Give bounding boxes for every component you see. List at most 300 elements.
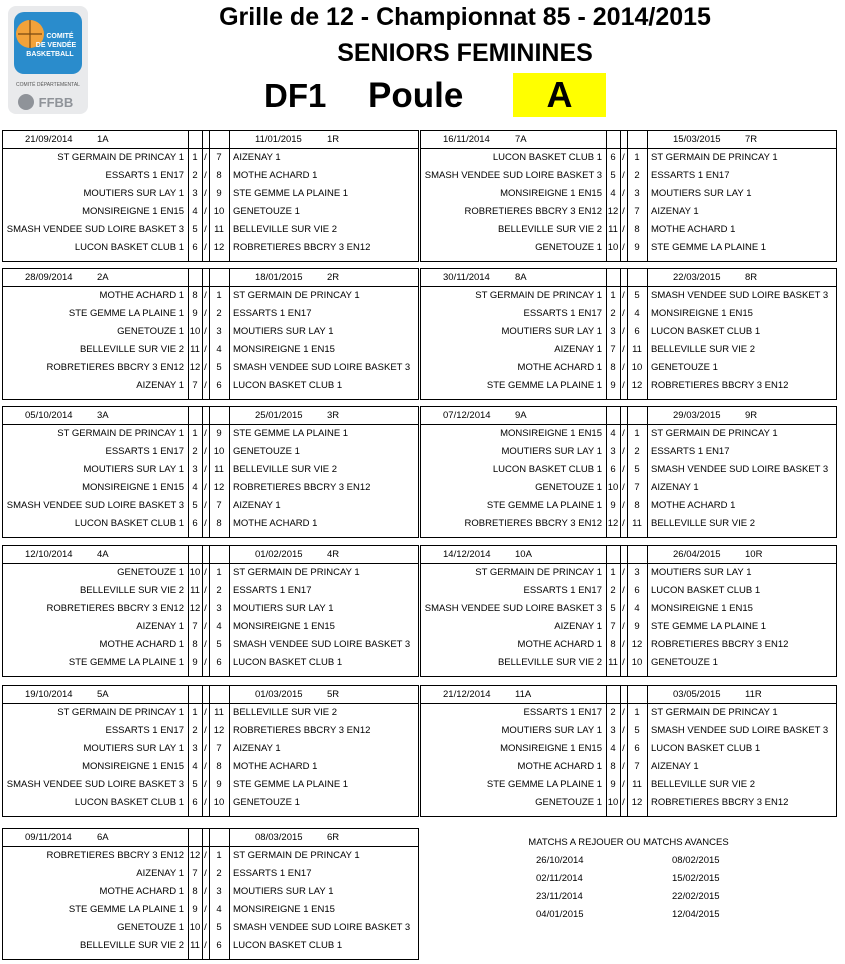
away-team: MONSIREIGNE 1 EN15 — [651, 308, 753, 319]
separator: / — [622, 446, 625, 457]
round-block — [2, 828, 419, 960]
home-team: ESSARTS 1 EN17 — [105, 170, 184, 181]
svg-text:COMITÉ DÉPARTEMENTAL: COMITÉ DÉPARTEMENTAL — [16, 82, 80, 88]
comite-vendee-basketball-logo — [8, 6, 88, 114]
round-block — [2, 130, 419, 262]
match-row — [421, 243, 836, 261]
away-number: 11 — [214, 707, 224, 718]
home-team: AIZENAY 1 — [136, 621, 184, 632]
away-number: 9 — [216, 779, 222, 790]
separator: / — [204, 362, 207, 373]
home-number: 4 — [610, 743, 616, 754]
home-team: MOUTIERS SUR LAY 1 — [83, 188, 184, 199]
away-number: 5 — [634, 464, 640, 475]
away-team: SMASH VENDEE SUD LOIRE BASKET 3 — [233, 922, 411, 933]
away-team: ROBRETIERES BBCRY 3 EN12 — [651, 797, 789, 808]
pending-matches-panel — [420, 828, 837, 960]
home-team: BELLEVILLE SUR VIE 2 — [497, 657, 602, 668]
away-number: 5 — [634, 290, 640, 301]
original-date: 02/11/2014 — [536, 873, 583, 884]
home-number: 1 — [192, 152, 198, 163]
home-team: MONSIREIGNE 1 EN15 — [82, 482, 184, 493]
away-number: 10 — [213, 206, 225, 217]
home-number: 8 — [192, 886, 198, 897]
home-team: ROBRETIERES BBCRY 3 EN12 — [464, 206, 602, 217]
away-number: 7 — [216, 152, 222, 163]
match-row — [3, 243, 418, 261]
home-number: 7 — [610, 344, 616, 355]
separator: / — [622, 797, 625, 808]
away-team: MOTHE ACHARD 1 — [651, 500, 736, 511]
return-leg-date: 11/01/2015 — [255, 134, 302, 145]
home-number: 5 — [192, 779, 198, 790]
away-number: 8 — [216, 170, 222, 181]
separator: / — [622, 242, 625, 253]
away-team: MOTHE ACHARD 1 — [651, 224, 736, 235]
return-leg-date: 01/03/2015 — [255, 689, 303, 700]
home-team: ST GERMAIN DE PRINCAY 1 — [57, 152, 184, 163]
home-number: 12 — [607, 518, 619, 529]
separator: / — [622, 725, 625, 736]
home-team: AIZENAY 1 — [554, 621, 602, 632]
home-team: SMASH VENDEE SUD LOIRE BASKET 3 — [424, 170, 602, 181]
away-number: 10 — [213, 797, 225, 808]
away-number: 11 — [632, 344, 642, 355]
away-team: AIZENAY 1 — [651, 482, 699, 493]
away-team: BELLEVILLE SUR VIE 2 — [651, 344, 756, 355]
separator: / — [204, 639, 207, 650]
match-row — [421, 658, 836, 676]
away-team: LUCON BASKET CLUB 1 — [651, 326, 761, 337]
away-team: ST GERMAIN DE PRINCAY 1 — [651, 152, 778, 163]
away-team: STE GEMME LA PLAINE 1 — [233, 188, 349, 199]
home-team: ESSARTS 1 EN17 — [105, 725, 184, 736]
away-team: MOTHE ACHARD 1 — [233, 518, 318, 529]
round-block — [420, 130, 837, 262]
return-leg-code: 4R — [327, 549, 340, 560]
away-team: STE GEMME LA PLAINE 1 — [651, 621, 767, 632]
away-number: 4 — [634, 308, 640, 319]
home-team: MONSIREIGNE 1 EN15 — [500, 743, 602, 754]
division-label: DF1 — [264, 77, 327, 114]
separator: / — [204, 743, 207, 754]
away-number: 8 — [634, 224, 640, 235]
separator: / — [204, 725, 207, 736]
return-leg-date: 03/05/2015 — [673, 689, 721, 700]
away-number: 7 — [216, 743, 222, 754]
first-leg-date: 14/12/2014 — [443, 549, 491, 560]
separator: / — [204, 940, 207, 951]
first-leg-date: 19/10/2014 — [25, 689, 73, 700]
home-number: 10 — [189, 567, 201, 578]
home-team: GENETOUZE 1 — [535, 242, 602, 253]
away-number: 11 — [632, 518, 642, 529]
separator: / — [204, 188, 207, 199]
home-team: GENETOUZE 1 — [535, 482, 602, 493]
away-team: MONSIREIGNE 1 EN15 — [233, 904, 335, 915]
round-header — [3, 829, 418, 847]
away-number: 11 — [214, 224, 224, 235]
away-number: 7 — [216, 500, 222, 511]
away-number: 12 — [631, 380, 643, 391]
away-team: AIZENAY 1 — [651, 761, 699, 772]
away-team: AIZENAY 1 — [233, 500, 281, 511]
separator: / — [622, 152, 625, 163]
away-number: 2 — [216, 868, 222, 879]
page-subtitle: SENIORS FEMININES — [337, 39, 593, 67]
home-team: STE GEMME LA PLAINE 1 — [68, 308, 184, 319]
away-number: 1 — [634, 707, 640, 718]
pending-match-row — [420, 870, 837, 888]
away-number: 8 — [216, 761, 222, 772]
separator: / — [204, 152, 207, 163]
first-leg-code: 4A — [97, 549, 109, 560]
home-number: 3 — [192, 188, 198, 199]
first-leg-date: 12/10/2014 — [25, 549, 73, 560]
first-leg-code: 9A — [515, 410, 527, 421]
home-team: SMASH VENDEE SUD LOIRE BASKET 3 — [6, 500, 184, 511]
first-leg-code: 1A — [97, 134, 109, 145]
away-team: ROBRETIERES BBCRY 3 EN12 — [651, 380, 789, 391]
away-team: STE GEMME LA PLAINE 1 — [233, 428, 349, 439]
home-team: LUCON BASKET CLUB 1 — [74, 242, 184, 253]
match-row — [3, 519, 418, 537]
home-number: 9 — [192, 657, 198, 668]
first-leg-code: 6A — [97, 832, 109, 843]
round-header — [421, 407, 836, 425]
separator: / — [204, 482, 207, 493]
separator: / — [204, 290, 207, 301]
round-block — [420, 685, 837, 817]
away-team: AIZENAY 1 — [233, 743, 281, 754]
home-number: 4 — [610, 188, 616, 199]
match-row — [421, 519, 836, 537]
home-number: 8 — [610, 639, 616, 650]
separator: / — [204, 850, 207, 861]
away-number: 5 — [216, 362, 222, 373]
home-team: GENETOUZE 1 — [117, 326, 184, 337]
away-team: MOUTIERS SUR LAY 1 — [651, 567, 752, 578]
first-leg-date: 16/11/2014 — [443, 134, 490, 145]
round-header — [3, 131, 418, 149]
return-leg-code: 9R — [745, 410, 758, 421]
home-number: 3 — [610, 326, 616, 337]
home-number: 12 — [189, 850, 201, 861]
away-team: SMASH VENDEE SUD LOIRE BASKET 3 — [651, 725, 829, 736]
home-number: 6 — [192, 797, 198, 808]
away-number: 5 — [216, 639, 222, 650]
home-team: AIZENAY 1 — [136, 380, 184, 391]
away-team: MOUTIERS SUR LAY 1 — [651, 188, 752, 199]
separator: / — [622, 308, 625, 319]
first-leg-date: 30/11/2014 — [443, 272, 490, 283]
away-team: MOUTIERS SUR LAY 1 — [233, 886, 334, 897]
away-number: 1 — [216, 850, 222, 861]
away-number: 6 — [216, 380, 222, 391]
home-team: ROBRETIERES BBCRY 3 EN12 — [464, 518, 602, 529]
away-number: 12 — [213, 482, 225, 493]
separator: / — [622, 500, 625, 511]
away-number: 3 — [216, 326, 222, 337]
away-number: 2 — [216, 585, 222, 596]
separator: / — [622, 170, 625, 181]
home-number: 11 — [190, 585, 200, 596]
match-row — [421, 381, 836, 399]
away-team: AIZENAY 1 — [651, 206, 699, 217]
home-team: BELLEVILLE SUR VIE 2 — [79, 940, 184, 951]
away-team: SMASH VENDEE SUD LOIRE BASKET 3 — [651, 290, 829, 301]
separator: / — [622, 380, 625, 391]
first-leg-code: 5A — [97, 689, 109, 700]
home-team: GENETOUZE 1 — [117, 567, 184, 578]
separator: / — [622, 743, 625, 754]
home-team: ST GERMAIN DE PRINCAY 1 — [475, 567, 602, 578]
home-team: LUCON BASKET CLUB 1 — [492, 464, 602, 475]
separator: / — [204, 206, 207, 217]
away-team: ESSARTS 1 EN17 — [233, 585, 312, 596]
first-leg-date: 28/09/2014 — [25, 272, 73, 283]
home-team: STE GEMME LA PLAINE 1 — [486, 380, 602, 391]
first-leg-code: 8A — [515, 272, 527, 283]
away-team: BELLEVILLE SUR VIE 2 — [233, 707, 338, 718]
separator: / — [622, 639, 625, 650]
match-row — [3, 381, 418, 399]
away-team: BELLEVILLE SUR VIE 2 — [651, 518, 756, 529]
home-number: 2 — [610, 585, 616, 596]
away-number: 9 — [216, 188, 222, 199]
home-team: LUCON BASKET CLUB 1 — [74, 797, 184, 808]
home-number: 11 — [190, 940, 200, 951]
away-number: 11 — [632, 779, 642, 790]
away-number: 6 — [634, 585, 640, 596]
away-number: 4 — [634, 603, 640, 614]
home-team: MOTHE ACHARD 1 — [99, 639, 184, 650]
home-number: 5 — [610, 603, 616, 614]
original-date: 23/11/2014 — [536, 891, 583, 902]
home-number: 6 — [192, 242, 198, 253]
round-header — [421, 131, 836, 149]
away-number: 2 — [216, 308, 222, 319]
away-number: 1 — [634, 428, 640, 439]
away-team: GENETOUZE 1 — [233, 446, 300, 457]
home-team: MOUTIERS SUR LAY 1 — [501, 326, 602, 337]
away-number: 9 — [634, 242, 640, 253]
separator: / — [204, 567, 207, 578]
separator: / — [622, 362, 625, 373]
home-number: 9 — [610, 380, 616, 391]
away-team: ROBRETIERES BBCRY 3 EN12 — [233, 482, 371, 493]
first-leg-code: 11A — [515, 689, 532, 700]
away-number: 10 — [213, 446, 225, 457]
away-team: ST GERMAIN DE PRINCAY 1 — [233, 567, 360, 578]
away-team: LUCON BASKET CLUB 1 — [233, 380, 343, 391]
match-row — [3, 798, 418, 816]
home-number: 1 — [610, 567, 616, 578]
away-number: 10 — [631, 362, 643, 373]
separator: / — [204, 464, 207, 475]
home-team: MOTHE ACHARD 1 — [517, 362, 602, 373]
away-team: GENETOUZE 1 — [233, 206, 300, 217]
separator: / — [622, 344, 625, 355]
away-number: 7 — [634, 482, 640, 493]
separator: / — [204, 326, 207, 337]
home-number: 11 — [190, 344, 200, 355]
away-team: ESSARTS 1 EN17 — [651, 170, 730, 181]
home-number: 12 — [189, 603, 201, 614]
away-number: 12 — [213, 242, 225, 253]
home-team: STE GEMME LA PLAINE 1 — [486, 500, 602, 511]
home-number: 5 — [610, 170, 616, 181]
round-header — [3, 686, 418, 704]
home-team: SMASH VENDEE SUD LOIRE BASKET 3 — [424, 603, 602, 614]
home-team: LUCON BASKET CLUB 1 — [74, 518, 184, 529]
separator: / — [622, 567, 625, 578]
first-leg-code: 3A — [97, 410, 109, 421]
home-number: 9 — [192, 904, 198, 915]
pending-matches-title: MATCHS A REJOUER OU MATCHS AVANCES — [528, 837, 729, 848]
svg-text:BASKETBALL: BASKETBALL — [26, 51, 74, 58]
home-team: BELLEVILLE SUR VIE 2 — [79, 585, 184, 596]
separator: / — [622, 779, 625, 790]
first-leg-date: 05/10/2014 — [25, 410, 73, 421]
separator: / — [204, 446, 207, 457]
return-leg-code: 11R — [745, 689, 762, 700]
match-row — [3, 658, 418, 676]
away-team: ESSARTS 1 EN17 — [651, 446, 730, 457]
separator: / — [622, 290, 625, 301]
home-number: 7 — [192, 868, 198, 879]
separator: / — [204, 621, 207, 632]
home-team: MOTHE ACHARD 1 — [517, 761, 602, 772]
original-date: 04/01/2015 — [536, 909, 584, 920]
away-number: 10 — [631, 657, 643, 668]
match-row — [3, 941, 418, 959]
separator: / — [204, 797, 207, 808]
home-number: 2 — [192, 725, 198, 736]
return-leg-date: 08/03/2015 — [255, 832, 303, 843]
separator: / — [622, 482, 625, 493]
home-number: 10 — [607, 242, 619, 253]
away-team: ROBRETIERES BBCRY 3 EN12 — [233, 725, 371, 736]
home-number: 8 — [192, 290, 198, 301]
away-team: ST GERMAIN DE PRINCAY 1 — [651, 428, 778, 439]
away-number: 6 — [216, 657, 222, 668]
return-leg-date: 29/03/2015 — [673, 410, 721, 421]
poule-label: Poule — [368, 76, 464, 115]
separator: / — [204, 344, 207, 355]
original-date: 26/10/2014 — [536, 855, 584, 866]
home-number: 2 — [192, 170, 198, 181]
away-team: BELLEVILLE SUR VIE 2 — [651, 779, 756, 790]
away-number: 5 — [216, 922, 222, 933]
separator: / — [204, 308, 207, 319]
away-team: SMASH VENDEE SUD LOIRE BASKET 3 — [233, 639, 411, 650]
return-leg-code: 6R — [327, 832, 340, 843]
away-team: MOUTIERS SUR LAY 1 — [233, 326, 334, 337]
separator: / — [204, 886, 207, 897]
home-number: 4 — [610, 428, 616, 439]
home-number: 11 — [608, 657, 618, 668]
home-number: 10 — [607, 797, 619, 808]
home-team: GENETOUZE 1 — [117, 922, 184, 933]
away-team: GENETOUZE 1 — [233, 797, 300, 808]
home-team: BELLEVILLE SUR VIE 2 — [497, 224, 602, 235]
home-number: 1 — [192, 428, 198, 439]
separator: / — [204, 224, 207, 235]
home-team: ESSARTS 1 EN17 — [105, 446, 184, 457]
away-team: ST GERMAIN DE PRINCAY 1 — [233, 290, 360, 301]
round-header — [421, 686, 836, 704]
away-number: 11 — [214, 464, 224, 475]
separator: / — [622, 603, 625, 614]
home-number: 3 — [192, 464, 198, 475]
round-header — [421, 546, 836, 564]
home-team: MONSIREIGNE 1 EN15 — [82, 761, 184, 772]
home-number: 4 — [192, 761, 198, 772]
home-number: 7 — [192, 380, 198, 391]
home-team: MONSIREIGNE 1 EN15 — [500, 428, 602, 439]
home-team: ESSARTS 1 EN17 — [523, 585, 602, 596]
first-leg-date: 21/09/2014 — [25, 134, 73, 145]
separator: / — [622, 464, 625, 475]
away-number: 9 — [216, 428, 222, 439]
away-number: 6 — [634, 743, 640, 754]
return-leg-date: 15/03/2015 — [673, 134, 721, 145]
separator: / — [204, 428, 207, 439]
home-number: 2 — [610, 308, 616, 319]
away-team: ROBRETIERES BBCRY 3 EN12 — [233, 242, 371, 253]
return-leg-code: 5R — [327, 689, 340, 700]
away-number: 12 — [631, 639, 643, 650]
return-leg-code: 3R — [327, 410, 340, 421]
home-team: ESSARTS 1 EN17 — [523, 707, 602, 718]
home-number: 10 — [189, 922, 201, 933]
separator: / — [622, 585, 625, 596]
home-team: ST GERMAIN DE PRINCAY 1 — [475, 290, 602, 301]
separator: / — [204, 242, 207, 253]
home-number: 3 — [610, 446, 616, 457]
away-team: LUCON BASKET CLUB 1 — [651, 585, 761, 596]
away-team: ESSARTS 1 EN17 — [233, 868, 312, 879]
away-number: 7 — [634, 761, 640, 772]
away-team: ST GERMAIN DE PRINCAY 1 — [651, 707, 778, 718]
svg-text:DE VENDÉE: DE VENDÉE — [35, 42, 77, 49]
away-number: 12 — [631, 797, 643, 808]
home-team: MONSIREIGNE 1 EN15 — [500, 188, 602, 199]
return-leg-code: 2R — [327, 272, 340, 283]
return-leg-date: 22/03/2015 — [673, 272, 721, 283]
home-number: 11 — [608, 224, 618, 235]
home-number: 7 — [192, 621, 198, 632]
return-leg-date: 01/02/2015 — [255, 549, 303, 560]
away-number: 8 — [634, 500, 640, 511]
round-block — [420, 406, 837, 538]
separator: / — [622, 518, 625, 529]
home-team: STE GEMME LA PLAINE 1 — [68, 904, 184, 915]
new-date: 15/02/2015 — [672, 873, 720, 884]
away-number: 1 — [216, 567, 222, 578]
away-number: 5 — [634, 725, 640, 736]
separator: / — [622, 428, 625, 439]
home-number: 8 — [610, 362, 616, 373]
home-team: STE GEMME LA PLAINE 1 — [486, 779, 602, 790]
away-team: GENETOUZE 1 — [651, 362, 718, 373]
home-team: ST GERMAIN DE PRINCAY 1 — [57, 428, 184, 439]
home-team: ST GERMAIN DE PRINCAY 1 — [57, 707, 184, 718]
separator: / — [204, 380, 207, 391]
home-team: GENETOUZE 1 — [535, 797, 602, 808]
away-number: 3 — [216, 886, 222, 897]
